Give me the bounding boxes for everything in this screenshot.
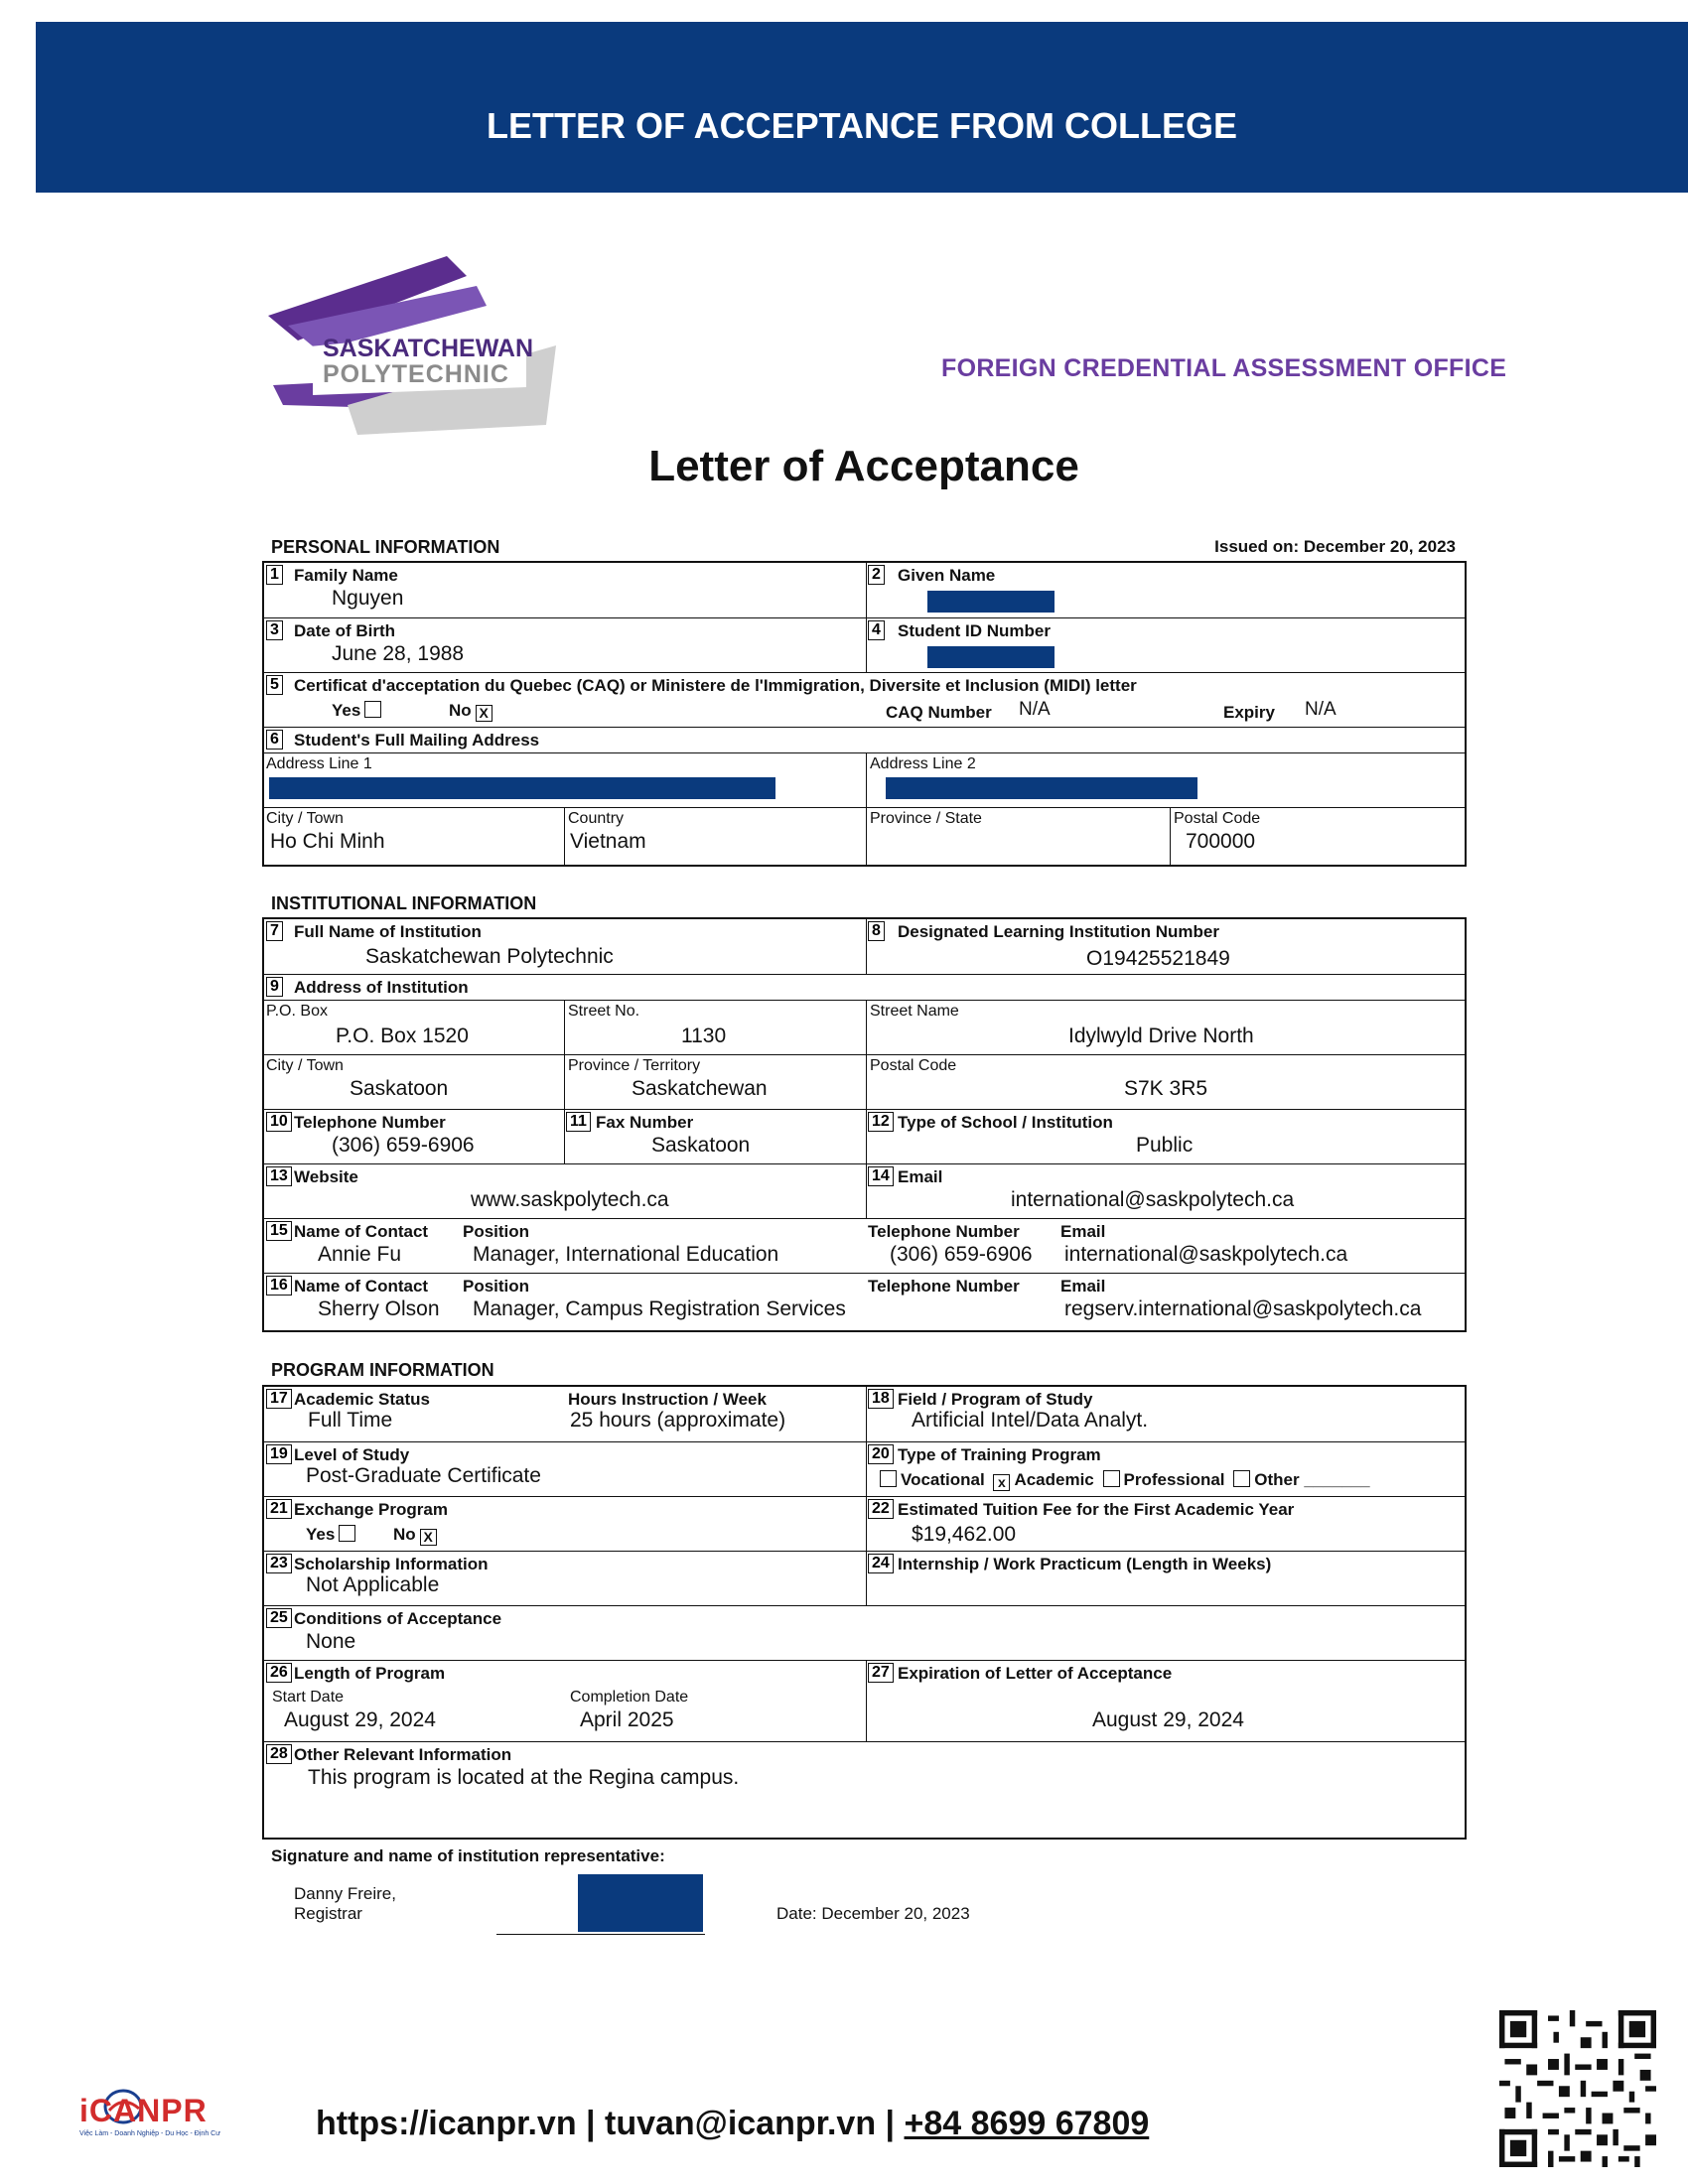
- document-title: Letter of Acceptance: [648, 442, 1079, 490]
- institution-name-label: Full Name of Institution: [294, 922, 482, 941]
- contact-row-1: 15 Name of Contact Position Telephone Number Email Annie Fu Manager, International Education (306) 659-6906 international@saskpolytech.ca: [264, 1218, 1465, 1274]
- icanpr-tagline: Việc Làm - Doanh Nghiệp - Du Học - Định Cư: [79, 2130, 220, 2137]
- street-name-label: Street Name: [870, 1003, 959, 1020]
- row-3: 5 Certificat d'acceptation du Quebec (CAQ) or Ministere de l'Immigration, Diversite et Inclusion (MIDI) letter Yes No X CAQ Number N/A Expiry N/A: [264, 672, 1465, 728]
- academic-status-label: Academic Status: [294, 1390, 430, 1409]
- level-of-study-value: Post-Graduate Certificate: [306, 1464, 541, 1487]
- inst-postal-value: S7K 3R5: [1124, 1077, 1208, 1100]
- contact1-email-label: Email: [1060, 1222, 1106, 1241]
- internship-label: Internship / Work Practicum (Length in Weeks): [898, 1555, 1272, 1573]
- conditions-value: None: [306, 1630, 356, 1653]
- contact-row-2: 16 Name of Contact Position Telephone Number Email Sherry Olson Manager, Campus Registration Services regserv.international@saskpolytech.ca: [264, 1273, 1465, 1331]
- country-label: Country: [568, 810, 625, 827]
- contact1-email[interactable]: international@saskpolytech.ca: [1064, 1243, 1348, 1266]
- signature-label: Signature and name of institution representative:: [271, 1846, 665, 1865]
- hours-label: Hours Instruction / Week: [568, 1390, 767, 1409]
- redacted-address-line2: [886, 777, 1197, 799]
- logo-line1: SASKATCHEWAN: [323, 335, 534, 362]
- contact2-position-label: Position: [463, 1277, 530, 1296]
- exchange-label: Exchange Program: [294, 1500, 448, 1519]
- personal-table: [262, 561, 1467, 867]
- contact1-label: Name of Contact: [294, 1222, 429, 1241]
- vocational-checkbox: [880, 1470, 897, 1487]
- completion-date-value: April 2025: [580, 1708, 674, 1731]
- hours-value: 25 hours (approximate): [570, 1409, 786, 1432]
- dob-label: Date of Birth: [294, 621, 395, 640]
- caq-no: No X: [449, 701, 496, 722]
- pobox-label: P.O. Box: [266, 1003, 328, 1020]
- row-2: 3 Date of Birth June 28, 1988 4 Student ID Number: [264, 617, 1465, 673]
- conditions-label: Conditions of Acceptance: [294, 1609, 502, 1628]
- contact1-name: Annie Fu: [318, 1243, 402, 1266]
- start-date-value: August 29, 2024: [284, 1708, 436, 1731]
- inst-city-label: City / Town: [266, 1057, 344, 1074]
- family-name-value: Nguyen: [332, 587, 404, 610]
- dob-value: June 28, 1988: [332, 642, 465, 665]
- training-type-label: Type of Training Program: [898, 1445, 1101, 1464]
- office-name: FOREIGN CREDENTIAL ASSESSMENT OFFICE: [941, 354, 1507, 382]
- inst-province-value: Saskatchewan: [632, 1077, 768, 1100]
- contact2-position: Manager, Campus Registration Services: [473, 1297, 846, 1320]
- expiry-value: N/A: [1305, 699, 1336, 720]
- field-of-study-label: Field / Program of Study: [898, 1390, 1093, 1409]
- fax-label: Fax Number: [596, 1113, 694, 1132]
- website-label: Website: [294, 1167, 358, 1186]
- completion-date-label: Completion Date: [570, 1689, 689, 1706]
- contact2-email[interactable]: regserv.international@saskpolytech.ca: [1064, 1297, 1422, 1320]
- caq-yes-checkbox: [364, 701, 381, 718]
- logo-line2: POLYTECHNIC: [323, 360, 509, 388]
- academic-checkbox: x: [993, 1474, 1010, 1491]
- footer-links[interactable]: https://icanpr.vn | tuvan@icanpr.vn |: [316, 2105, 905, 2142]
- mailing-address-label: Student's Full Mailing Address: [294, 731, 540, 750]
- program-table: 17 Academic Status Full Time Hours Instruction / Week 25 hours (approximate) 18 Field / Program of Study Artificial Intel/Data Analyt. 19 Level of Study Post-Graduate Certificate 20 Type of Training Program Vocational x Academic Professional Other _______ 21 Exchange Program Yes No X 22 Estimated Tuition Fee for the First Academic Year $19,462.00 23 Scholarship Information Not Applicable 24 Internship / Work Practicum (Length in Weeks) 25 Conditions of Acceptance None 26 Length of Program Start Date August 29, 2024 Completion Date April 2025 27 Expiration of Letter of Acceptance August 29, 2024 28 Other Relevant Information This program is located at the Regina campus.: [262, 1385, 1467, 1840]
- city-value: Ho Chi Minh: [270, 830, 385, 853]
- school-type-label: Type of School / Institution: [898, 1113, 1113, 1132]
- start-date-label: Start Date: [272, 1689, 345, 1706]
- qr-code-icon: [1499, 2010, 1656, 2167]
- row-6: [264, 807, 1465, 866]
- footer-contact: [316, 2105, 1149, 2143]
- website-value[interactable]: www.saskpolytech.ca: [471, 1188, 669, 1211]
- signature-line: [496, 1934, 705, 1935]
- address-line2-label: Address Line 2: [870, 755, 976, 772]
- postal-value: 700000: [1186, 830, 1256, 853]
- country-value: Vietnam: [570, 830, 646, 853]
- inst-city-value: Saskatoon: [350, 1077, 449, 1100]
- exchange-no-checkbox: X: [420, 1529, 437, 1546]
- contact1-position-label: Position: [463, 1222, 530, 1241]
- exchange-no: No X: [393, 1525, 441, 1546]
- row-1: 1 Family Name Nguyen 2 Given Name: [264, 563, 1465, 617]
- other-info-value: This program is located at the Regina campus.: [308, 1766, 740, 1789]
- institution-name-value: Saskatchewan Polytechnic: [365, 945, 614, 968]
- street-name-value: Idylwyld Drive North: [1068, 1024, 1254, 1047]
- family-name-label: Family Name: [294, 566, 398, 585]
- icanpr-logo: [79, 2089, 258, 2137]
- loa-expiry-label: Expiration of Letter of Acceptance: [898, 1664, 1173, 1683]
- dli-label: Designated Learning Institution Number: [898, 922, 1219, 941]
- contact2-label: Name of Contact: [294, 1277, 429, 1296]
- street-no-label: Street No.: [568, 1003, 640, 1020]
- caq-no-checkbox: X: [476, 705, 492, 722]
- city-label: City / Town: [266, 810, 344, 827]
- scholarship-value: Not Applicable: [306, 1573, 440, 1596]
- caq-number-label: CAQ Number: [886, 703, 992, 722]
- program-heading: PROGRAM INFORMATION: [271, 1360, 494, 1380]
- inst-province-label: Province / Territory: [568, 1057, 701, 1074]
- given-name-label: Given Name: [898, 566, 996, 585]
- banner-title: LETTER OF ACCEPTANCE FROM COLLEGE: [487, 105, 1237, 146]
- professional-checkbox: [1103, 1470, 1120, 1487]
- row-4: 6 Student's Full Mailing Address: [264, 727, 1465, 753]
- exchange-yes-checkbox: [339, 1525, 355, 1542]
- contact2-tel-label: Telephone Number: [868, 1277, 1020, 1296]
- contact2-name: Sherry Olson: [318, 1297, 440, 1320]
- exchange-yes: Yes: [306, 1525, 359, 1545]
- program-length-label: Length of Program: [294, 1664, 446, 1683]
- redacted-given-name: [927, 591, 1055, 613]
- caq-label: Certificat d'acceptation du Quebec (CAQ) or Ministere de l'Immigration, Diversite et Inclusion (MIDI) letter: [294, 676, 1137, 695]
- contact1-tel: (306) 659-6906: [890, 1243, 1033, 1266]
- school-type-value: Public: [1136, 1134, 1194, 1157]
- icanpr-brand: iCANPR: [79, 2093, 208, 2128]
- row-5: [264, 752, 1465, 808]
- loa-expiry-value: August 29, 2024: [1092, 1708, 1244, 1731]
- redacted-signature: [578, 1874, 703, 1932]
- redacted-address-line1: [269, 777, 775, 799]
- redacted-student-id: [927, 646, 1055, 668]
- institution-heading: INSTITUTIONAL INFORMATION: [271, 893, 537, 913]
- personal-heading: PERSONAL INFORMATION: [271, 537, 500, 557]
- student-id-label: Student ID Number: [898, 621, 1051, 640]
- training-type-options: Vocational x Academic Professional Other _______: [876, 1470, 1370, 1491]
- scholarship-label: Scholarship Information: [294, 1555, 489, 1573]
- institution-address-label: Address of Institution: [294, 978, 469, 997]
- contact1-position: Manager, International Education: [473, 1243, 779, 1266]
- other-info-label: Other Relevant Information: [294, 1745, 512, 1764]
- institution-table: 7 Full Name of Institution Saskatchewan Polytechnic 8 Designated Learning Institution Number O19425521849 9 Address of Institution P.O. Box P.O. Box 1520 Street No. 1130 Street Name Idylwyld Drive North City / Town Saskatoon Province / Territory Saskatchewan Postal Code S7K 3R5 10 Telephone Number (306) 659-6906 11 Fax Number Saskatoon 12 Type of School / Institution Public 13 Website www.saskpolytech.ca 14 Email international@saskpolytech.ca 15 Name of Contact Position Telephone Number Email Annie Fu Manager, International Education (306) 659-6906 international@saskpolytech.ca 16 Name of Contact Position Telephone Number Email Sherry Olson Manager, Campus Registration Services regserv.international@saskpolytech.ca: [262, 917, 1467, 1332]
- footer-phone[interactable]: +84 8699 67809: [904, 2105, 1150, 2142]
- telephone-value: (306) 659-6906: [332, 1134, 475, 1157]
- street-no-value: 1130: [681, 1024, 727, 1047]
- issued-date: Issued on: December 20, 2023: [1214, 537, 1456, 556]
- email-label: Email: [898, 1167, 943, 1186]
- signature-date: Date: December 20, 2023: [776, 1904, 970, 1923]
- academic-status-value: Full Time: [308, 1409, 393, 1432]
- province-label: Province / State: [870, 810, 982, 827]
- logo-text: [323, 336, 533, 387]
- top-banner: [36, 22, 1688, 193]
- signatory-name: Danny Freire,: [294, 1884, 396, 1903]
- telephone-label: Telephone Number: [294, 1113, 446, 1132]
- inst-postal-label: Postal Code: [870, 1057, 957, 1074]
- email-value[interactable]: international@saskpolytech.ca: [1011, 1188, 1295, 1211]
- pobox-value: P.O. Box 1520: [336, 1024, 469, 1047]
- contact2-email-label: Email: [1060, 1277, 1106, 1296]
- expiry-label: Expiry: [1223, 703, 1275, 722]
- postal-label: Postal Code: [1174, 810, 1261, 827]
- caq-number-value: N/A: [1019, 699, 1051, 720]
- signatory-role: Registrar: [294, 1904, 362, 1923]
- contact1-tel-label: Telephone Number: [868, 1222, 1020, 1241]
- other-checkbox: [1233, 1470, 1250, 1487]
- dli-value: O19425521849: [1086, 947, 1230, 970]
- fax-value: Saskatoon: [651, 1134, 751, 1157]
- level-of-study-label: Level of Study: [294, 1445, 410, 1464]
- address-line1-label: Address Line 1: [266, 755, 372, 772]
- tuition-value: $19,462.00: [912, 1523, 1017, 1546]
- caq-yes: Yes: [332, 701, 385, 721]
- field-of-study-value: Artificial Intel/Data Analyt.: [912, 1409, 1149, 1432]
- tuition-label: Estimated Tuition Fee for the First Academic Year: [898, 1500, 1295, 1519]
